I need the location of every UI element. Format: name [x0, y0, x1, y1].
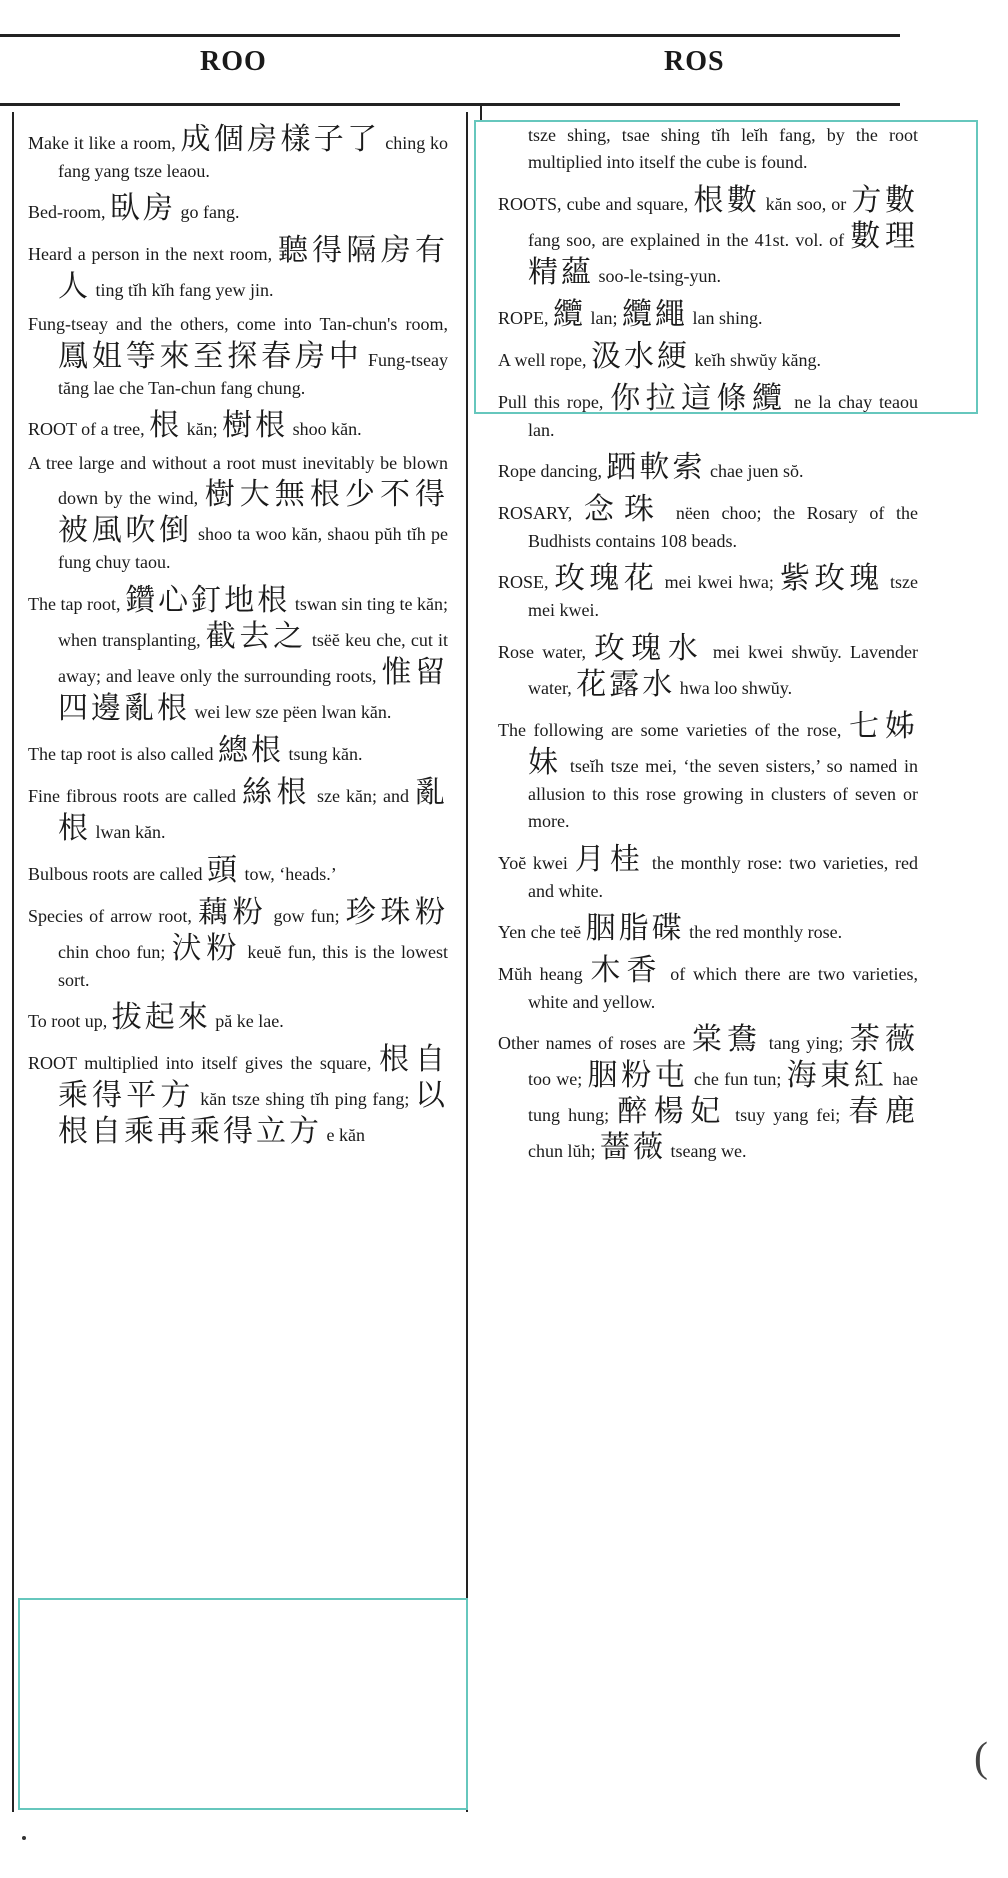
chinese-characters: 藕粉 [198, 894, 268, 930]
chinese-characters: 棠鴦 [691, 1022, 763, 1058]
chinese-characters: 纜繩 [622, 296, 689, 332]
chinese-characters: 鳳姐等來至探春房中 [58, 338, 363, 374]
romanization: kăn; [182, 419, 223, 440]
chinese-characters: 以根自乘再乘得立方 [58, 1078, 449, 1150]
left-box-left-border [12, 112, 14, 1812]
romanization: chin choo fun; [58, 941, 172, 962]
dictionary-entry [28, 1042, 448, 1150]
romanization: the monthly rose: two varieties, red and white. [528, 852, 919, 901]
romanization: nëen choo; the Rosary of the Budhists contains 108 beads. [528, 503, 919, 552]
chinese-characters: 總根 [217, 732, 284, 768]
entry-text: Yoĕ kwei [498, 852, 575, 873]
chinese-characters: 醉楊妃 [617, 1094, 728, 1130]
chinese-characters: 鑽心釘地根 [125, 582, 291, 618]
dictionary-entry [28, 450, 448, 577]
chinese-characters: 胭粉屯 [587, 1058, 689, 1094]
chinese-characters: 纜 [553, 296, 587, 332]
romanization: shoo ta woo kăn, shaou pŭh tĭh pe fung chuy taou. [58, 524, 448, 573]
romanization: chae juen sŏ. [705, 461, 804, 482]
chinese-characters: 海東紅 [786, 1058, 888, 1094]
entry-text: Bed-room, [28, 202, 110, 223]
header-rule [0, 103, 900, 106]
entry-text: The tap root, [28, 593, 126, 614]
entry-text: Pull this rope, [498, 391, 611, 412]
romanization: kăn tsze shing tĭh ping fang; [194, 1089, 416, 1110]
entry-text: Fine fibrous roots are called [28, 785, 242, 806]
dictionary-entry [28, 895, 448, 994]
chinese-characters: 跴軟索 [606, 450, 706, 486]
chinese-characters: 成個房樣子了 [180, 122, 381, 157]
dictionary-entry [498, 709, 918, 836]
left-box-right-border [466, 112, 468, 1812]
dictionary-entry [498, 1022, 918, 1166]
chinese-characters: 截去之 [205, 618, 307, 654]
chinese-characters: 絲根 [241, 774, 312, 810]
top-rule [0, 34, 900, 37]
romanization: ching ko fang yang tsze leaou. [58, 133, 449, 181]
chinese-characters: 花露水 [576, 666, 676, 702]
left-column [28, 122, 448, 1156]
chinese-characters: 春鹿 [848, 1094, 919, 1130]
entry-text: To root up, [28, 1011, 112, 1032]
chinese-characters: 玫瑰花 [554, 561, 659, 597]
entry-text: ROSARY, [498, 503, 584, 524]
entry-text: A well rope, [498, 349, 591, 370]
romanization: wei lew sze pëen lwan kăn. [190, 701, 392, 722]
romanization: Fung-tseay tăng lae che Tan-chun fang chung. [58, 349, 448, 398]
entry-text: The tap root is also called [28, 743, 218, 764]
romanization: ne la chay teaou lan. [528, 391, 918, 440]
romanization: soo-le-tsing-yun. [594, 265, 721, 286]
chinese-characters: 紫玫瑰 [780, 561, 884, 597]
romanization: gow fun; [267, 905, 346, 926]
margin-dot [22, 1836, 26, 1840]
romanization: shoo kăn. [288, 419, 362, 440]
romanization: tsuy yang fei; [727, 1105, 849, 1126]
entry-text: ROSE, [498, 572, 555, 593]
highlight-box-root-multiplied [18, 1598, 468, 1810]
romanization: mei kwei hwa; [658, 572, 781, 593]
margin-mark: ( [974, 1735, 988, 1781]
romanization: tseĭh tsze mei, ‘the seven sisters,’ so named in allusion to this rose growing in clusters of seven or more. [528, 755, 919, 832]
chinese-characters: 薔薇 [600, 1130, 666, 1166]
romanization: lwan kăn. [91, 821, 166, 842]
dictionary-entry [498, 492, 918, 555]
chinese-characters: 數理精蘊 [528, 218, 918, 290]
romanization: chun lŭh; [528, 1141, 600, 1162]
entry-text: ROOT of a tree, [28, 419, 150, 440]
chinese-characters: 聽得隔房有人 [58, 233, 448, 305]
dictionary-entry [28, 853, 448, 889]
chinese-characters: 七姊妹 [528, 708, 919, 780]
dictionary-entry [28, 233, 448, 305]
romanization: tang ying; [762, 1033, 850, 1054]
entry-text: Bulbous roots are called [28, 863, 207, 884]
romanization: tsze mei kwei. [528, 572, 919, 621]
chinese-characters: 木香 [590, 952, 663, 988]
chinese-characters: 玫瑰水 [594, 630, 705, 666]
entry-text: Rope dancing, [498, 461, 607, 482]
romanization: kăn soo, or [760, 193, 852, 214]
romanization: hae tung hung; [528, 1069, 919, 1126]
romanization: sze kăn; and [311, 785, 416, 806]
chinese-characters: 亂根 [58, 774, 449, 846]
entry-text: A tree large and without a root must inevitably be blown down by the wind, [28, 453, 448, 509]
entry-text: tsze shing, tsae shing tĭh leĭh fang, by the root multiplied into itself the cube is found. [528, 125, 918, 173]
chinese-characters: 汱粉 [171, 930, 242, 966]
romanization: ting tĭh kĭh fang yew jin. [91, 280, 274, 301]
romanization: tow, ‘heads.’ [239, 863, 337, 884]
entry-text: Mŭh heang [498, 963, 591, 984]
entry-text: Other names of roses are [498, 1033, 692, 1054]
entry-text: Fung-tseay and the others, come into Tan-chun's room, [28, 314, 448, 335]
chinese-characters: 臥房 [109, 191, 176, 227]
dictionary-entry [28, 122, 448, 185]
romanization: go fang. [175, 202, 240, 223]
romanization: mei kwei shwŭy. Lavender water, [528, 641, 919, 698]
dictionary-entry [498, 631, 918, 703]
chinese-characters: 惟留四邊亂根 [58, 654, 449, 726]
romanization: of which there are two varieties, white and yellow. [528, 963, 919, 1012]
chinese-characters: 月桂 [574, 841, 646, 877]
dictionary-entry [28, 1000, 448, 1036]
right-column-header: ROS [664, 46, 725, 77]
chinese-characters: 根數 [693, 182, 761, 218]
entry-text: ROOTS, cube and square, [498, 193, 694, 214]
column-divider [480, 106, 482, 121]
romanization: lan; [586, 307, 623, 328]
entry-text: ROPE, [498, 307, 554, 328]
chinese-characters: 念珠 [583, 492, 665, 528]
dictionary-entry [498, 953, 918, 1016]
chinese-characters: 拔起來 [111, 1000, 211, 1036]
entry-text: ROOT multiplied into itself gives the square, [28, 1053, 379, 1074]
dictionary-entry [28, 775, 448, 847]
entry-text: Make it like a room, [28, 133, 181, 153]
dictionary-entry [498, 561, 918, 624]
chinese-characters: 胭脂碟 [585, 910, 685, 946]
dictionary-entry [498, 842, 918, 905]
chinese-characters: 你拉這條纜 [610, 380, 788, 416]
romanization: hwa loo shwŭy. [675, 677, 793, 698]
romanization: tsëĕ keu che, cut it away; and leave only the surrounding roots, [58, 629, 448, 686]
romanization: tsung kăn. [283, 743, 363, 764]
romanization: lan shing. [688, 307, 763, 328]
romanization: tswan sin ting te kăn; when transplanting, [58, 593, 448, 650]
dictionary-entry [498, 911, 918, 947]
dictionary-entry [28, 311, 448, 402]
entry-text: The following are some varieties of the rose, [498, 719, 849, 740]
dictionary-entry [498, 450, 918, 486]
romanization: tseang we. [666, 1141, 747, 1162]
chinese-characters: 根 [149, 408, 183, 444]
entry-text: Rose water, [498, 641, 595, 662]
dictionary-entry [28, 191, 448, 227]
chinese-characters: 荼薇 [849, 1022, 919, 1058]
chinese-characters: 樹大無根少不得被風吹倒 [58, 477, 449, 549]
romanization: too we; [528, 1069, 588, 1090]
chinese-characters: 珍珠粉 [345, 894, 448, 930]
entry-text: Species of arrow root, [28, 905, 199, 926]
dictionary-entry [28, 583, 448, 727]
chinese-characters: 方數 [851, 182, 918, 218]
entry-text: Heard a person in the next room, [28, 244, 278, 265]
dictionary-entry [28, 408, 448, 444]
chinese-characters: 汲水綆 [590, 338, 690, 374]
entry-text: Yen che teĕ [498, 921, 586, 942]
romanization: the red monthly rose. [684, 921, 843, 942]
romanization: keuĕ fun, this is the lowest sort. [58, 941, 448, 990]
romanization: pă ke lae. [210, 1011, 284, 1032]
dictionary-entry [28, 733, 448, 769]
chinese-characters: 頭 [206, 852, 240, 888]
chinese-characters: 根自乘得平方 [58, 1042, 448, 1114]
romanization: e kăn [322, 1125, 365, 1146]
romanization: fang soo, are explained in the 41st. vol. of [528, 229, 851, 250]
romanization: che fun tun; [688, 1069, 787, 1090]
left-column-header: ROO [200, 46, 267, 77]
chinese-characters: 樹根 [222, 408, 289, 444]
romanization: keĭh shwŭy kăng. [689, 349, 821, 370]
highlight-box-roots-cube [474, 120, 978, 414]
